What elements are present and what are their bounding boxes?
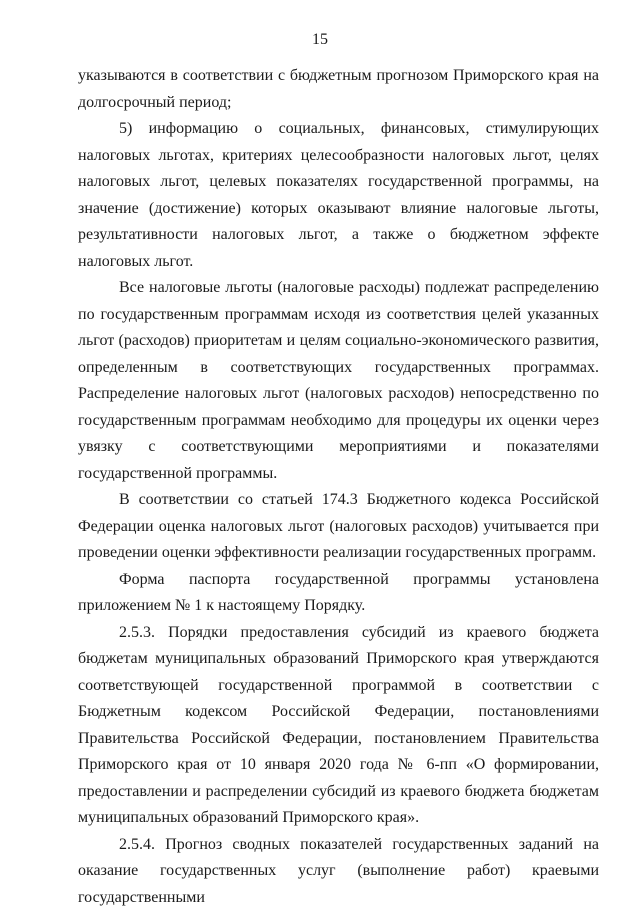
paragraph-article-174-3: В соответствии со статьей 174.3 Бюджетного кодекса Российской Федерации оценка налоговых льгот (налоговых расходов) учитывается при проведении оценки эффективности реализации государственных программ.: [78, 487, 599, 567]
paragraph-forecast-continuation: указываются в соответствии с бюджетным прогнозом Приморского края на долгосрочный период;: [78, 63, 599, 116]
paragraph-passport-form: Форма паспорта государственной программы установлена приложением № 1 к настоящему Порядку.: [78, 567, 599, 620]
paragraph-tax-benefits-distribution: Все налоговые льготы (налоговые расходы) подлежат распределению по государственным программам исходя из соответствия целей указанных льгот (расходов) приоритетам и целям социально-экономического развития, определенным в соответствующих государственных программах. Распределение налоговых льгот (налоговых расходов) непосредственно по государственным программам необходимо для процедуры их оценки через увязку с соответствующими мероприятиями и показателями государственной программы.: [78, 275, 599, 487]
paragraph-tax-benefits-info: 5) информацию о социальных, финансовых, стимулирующих налоговых льготах, критериях целесообразности налоговых льгот, целях налоговых льгот, целевых показателях государственной программы, на значение (достижение) которых оказывают влияние налоговые льготы, результативности налоговых льгот, а также о бюджетном эффекте налоговых льгот.: [78, 116, 599, 275]
paragraph-section-2-5-4: 2.5.4. Прогноз сводных показателей государственных заданий на оказание государственных услуг (выполнение работ) краевыми государственными: [78, 832, 599, 911]
paragraph-section-2-5-3: 2.5.3. Порядки предоставления субсидий из краевого бюджета бюджетам муниципальных образований Приморского края утверждаются соответствующей государственной программой в соответствии с Бюджетным кодексом Российской Федерации, постановлениями Правительства Российской Федерации, постановлением Правительства Приморского края от 10 января 2020 года № 6-пп «О формировании, предоставлении и распределении субсидий из краевого бюджета бюджетам муниципальных образований Приморского края».: [78, 620, 599, 832]
page-number: 15: [0, 30, 640, 50]
document-body: [78, 63, 599, 911]
